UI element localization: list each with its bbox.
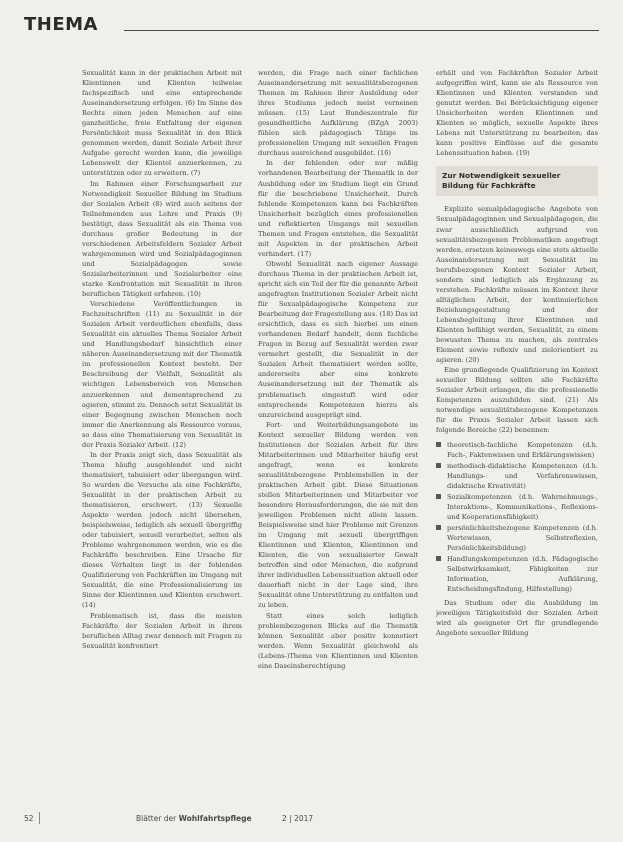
paragraph: Im Rahmen einer Forschungsarbeit zur Notwendigkeit Sexueller Bildung im Studium der Sozialen Arbeit (8) wird auch seitens der Teilnehmenden aus Lehre und Praxis (9) bestätigt, dass Sexualität als ein Thema von durchaus großer Bedeutung in der verschiedenen Arbeitsfeldern Sozialer Arbeit wahrgenommen wird und Sozialpädagoginnen und Sozialpädagogen sowie Sozialarbeiterinnen und Sozialarbeiter eine starke Konfrontation mit Sexualität in ihren beruflichen Tätigkeit erfahren. (10) <box>82 179 242 299</box>
list-item <box>436 492 598 522</box>
column-right <box>436 68 598 758</box>
section-title: THEMA <box>24 14 98 35</box>
issue-number: 2 | 2017 <box>282 814 314 823</box>
magazine-prefix: Blätter der <box>136 814 177 823</box>
paragraph: In der Praxis zeigt sich, dass Sexualität als Thema häufig ausgeblendet und nicht thematisiert, tabuisiert oder übergangen wird. So wurden die Versuche als eine Fachkräfte, Sexualität in der praktischen Arbeit zu thematisieren, erschwert. (13) Sexuelle Aspekte werden jedoch nicht übersehen, beispielsweise, lediglich als sexuell übergriffig oder tabuisiert, sexuell verarbeitet, selten als Probleme wahrgenommen werden, wie es die Fachkräfte beschreiben. Eine Ursache für dieses Verhalten liegt in der fehlenden Qualifizierung von Fachkräften im Umgang mit Sexualität, die eine Professionalisierung im Sinne der Klientinnen und Klienten erschwert. (14) <box>82 450 242 610</box>
subheading-box <box>436 166 598 196</box>
paragraph: Verschiedene Veröffentlichungen in Fachzeitschriften (11) zu Sexualität in der Sozialen Arbeit verdeutlichen ebenfalls, dass Sexualität ein aktuelles Thema Sozialer Arbeit und Handlungsbedarf hinsichtlich einer näheren Auseinandersetzung mit der Thematik im professionellen Kontext besteht. Der Beschreibung der Vielfalt, Sexualität als wichtigen Lebensbereich von Menschen anzuerkennen und dementsprechend zu agieren, stimmt zu. Dennoch setzt Sexualität in einer Begegnung zwischen Menschen noch immer die Anerkennung als Ressource voraus, so dass eine Thematisierung von Sexualität in der Praxis Sozialer Arbeit. (12) <box>82 300 242 449</box>
column-middle <box>258 68 418 758</box>
paragraph: Problematisch ist, dass die meisten Fachkräfte der Sozialen Arbeit in ihrem beruflichen Alltag zwar dennoch mit Fragen zu Sexualität konfrontiert <box>82 611 242 650</box>
header-rule <box>124 30 599 31</box>
paragraph: Sexualität kann in der praktischen Arbeit mit Klientinnen und Klienten teilweise fachspezifisch und eine entsprechende Auseinandersetzung erfolgen. (6) Im Sinne des Rechts einen jeden Menschen auf eine ganzheitliche, freie Entfaltung der eigenen Persönlichkeit muss Sexualität in den Blick genommen werden, damit Soziale Arbeit ihrer Aufgabe gerecht werden kann, die jeweilige Lebenswelt der Klientel anzuerkennen, zu unterstützen oder zu erweitern. (7) <box>82 69 242 178</box>
paragraph: Eine grundlegende Qualifizierung im Kontext sexueller Bildung sollten alle Fachkräfte Sozialer Arbeit erlangen, die die professionelle Kompetenzen auszubilden sind. (21) Als notwendige sexualitätsbezogene Kompetenzen für die Praxis Sozialer Arbeit lassen sich folgende Bereiche (22) benennen: <box>436 366 598 435</box>
paragraph: werden, die Frage nach einer fachlichen Auseinandersetzung mit sexualitätsbezogenen Themen im Rahmen ihrer Ausbildung oder ihres Studiums jedoch meist verneinen müssen. (15) Laut Bundeszentrale für gesundheitliche Aufklärung (BZgA 2003) fühlen sich pädagogisch Tätige im professionellen Umgang mit sexuellen Fragen durchaus ausreichend ausgebildet. (16) <box>258 69 418 158</box>
paragraph: In der fehlenden oder nur mäßig vorhandenen Bearbeitung der Thematik in der Ausbildung oder im Studium liegt ein Grund für die beschriebene Unsicherheit. Durch fehlende Kompetenzen kann bei Fachkräften Unsicherheit bezüglich eines professionellen und reflektierten Umgangs mit sexuellen Themen und Fragen entstehen, die Sexualität mit Aspekten in der praktischen Arbeit verhindert. (17) <box>258 159 418 258</box>
list-item <box>436 440 598 460</box>
list-item-text: theoretisch-fachliche Kompetenzen (d.h. Fach-, Faktenwissen und Erklärungswissen) <box>447 440 598 459</box>
column-left <box>82 68 242 758</box>
competence-list <box>436 440 598 595</box>
page-header <box>24 14 599 36</box>
page-number: 52 <box>24 814 34 823</box>
magazine-title <box>136 814 252 823</box>
footer-divider <box>39 812 40 824</box>
paragraph: erhält und von Fachkräften Sozialer Arbeit aufgegriffen wird, kann sie als Ressource von Klientinnen und Klienten verstanden und genutzt werden. Bei Berücksichtigung eigener Unsicherheiten werden Klientinnen und Klienten so möglich, sexuelle Aspekte ihres Lebens mit Unterstützung zu bearbeiten; das kann positive Einflüsse auf die gesamte Lebenssituation haben. (19) <box>436 69 598 158</box>
subheading: Zur Notwendigkeit sexueller Bildung für Fachkräfte <box>442 171 561 191</box>
magazine-name: Wohlfahrtspflege <box>178 814 252 823</box>
paragraph: Obwohl Sexualität nach eigener Aussage durchaus Thema in der praktischen Arbeit ist, spricht sich ein Teil der für die genannte Arbeit angefragten Institutionen Sozialer Arbeit nicht für Sexualpädagogische Kompetenz zur Bearbeitung der Fragestellung aus. (18) Das ist ersichtlich, dass es sich hierbei um einen vorhandenen Bedarf handelt, denn fachliche Fragen in Bezug auf Sexualität werden zwar vermehrt gestellt, die Sexualität in der Sozialen Arbeit thematisiert werden sollte, andererseits aber eine konkrete Auseinandersetzung mit der Thematik als problematisch eingestuft wird oder entsprechende Kompetenzen hierzu als unzureichend ausgeprägt sind. <box>258 259 418 419</box>
list-item <box>436 554 598 594</box>
list-item-text: persönlichkeitsbezogene Kompetenzen (d.h. Wertewissen, Selbstreflexion, Persönlichkeitsbildung) <box>447 523 598 552</box>
paragraph: Fort- und Weiterbildungsangebote im Kontext sexueller Bildung werden von Institutionen der Sozialen Arbeit für ihre Mitarbeiterinnen und Mitarbeiter häufig erst angefragt, wenn es konkrete sexualitätsbezogene Problemstellen in der praktischen Arbeit gibt. Diese Situationen stellen Mitarbeiterinnen und Mitarbeiter vor besondere Herausforderungen, die sie mit den jeweiligen Problemen nicht allein lassen. Beispielsweise sind hier Probleme mit Grenzen im Umgang mit sexuell übergriffigen Klientinnen und Klienten, Klientinnen und Klienten, die von sexualisierter Gewalt betroffen sind oder Menschen, die aufgrund ihrer individuellen Lebenssituation aktuell oder dauerhaft nicht in der Lage sind, ihre Sexualität ohne Unterstützung zu entfalten und zu leben. <box>258 420 418 610</box>
list-item-text: Handlungskompetenzen (d.h. Pädagogische Selbstwirksamkeit, Fähigkeiten zur Information, Aufklärung, Entscheidungsfindung, Hilfestellung) <box>447 555 598 594</box>
square-bullet-icon <box>436 525 441 530</box>
paragraph: Das Studium oder die Ausbildung im jeweiligen Tätigkeitsfeld der Sozialen Arbeit wird als geeigneter Ort für grundlegende Angebote sexueller Bildung <box>436 599 598 638</box>
paragraph: Explizite sexualpädagogische Angebote von Sexualpädagoginnen und Sexualpädagogen, die zwar ausschließlich aufgrund von sexualitätsbezogenen Problematiken angefragt werden, ersetzen keineswegs eine stets aktuelle Auseinandersetzung mit Sexualität im berufsbezogenen Kontext Sozialer Arbeit, sondern sind lediglich als Ergänzung zu verstehen. Fachkräfte müssen im Kontext ihrer alltäglichen Arbeit, der kontinuierlichen Beziehungsgestaltung und der Lebensbegleitung ihrer Klientinnen und Klienten befähigt werden, Sexualität, zu einem bewussten Thema zu machen, als zentrales Element sowie reflexiv und zielorientiert zu agieren. (20) <box>436 205 598 365</box>
square-bullet-icon <box>436 494 441 499</box>
list-item-text: methodisch-didaktische Kompetenzen (d.h. Handlungs- und Verfahrenswissen, didaktische Kreativität) <box>447 461 598 490</box>
page-footer <box>24 812 599 828</box>
list-item-text: Sozialkompetenzen (d.h. Wahrnehmungs-, Interaktions-, Kommunikations-, Reflexions- und Kooperationsfähigkeit) <box>447 492 598 521</box>
list-item <box>436 523 598 553</box>
paragraph: Statt eines solch lediglich problembezogenen Blicks auf die Thematik können Sexualität aber positiv konnotiert werden. Wenn Sexualität gleichwohl als (Lebens-)Thema von Klientinnen und Klienten eine Daseinsberechtigung <box>258 611 418 670</box>
square-bullet-icon <box>436 442 441 447</box>
list-item <box>436 461 598 491</box>
square-bullet-icon <box>436 463 441 468</box>
square-bullet-icon <box>436 556 441 561</box>
